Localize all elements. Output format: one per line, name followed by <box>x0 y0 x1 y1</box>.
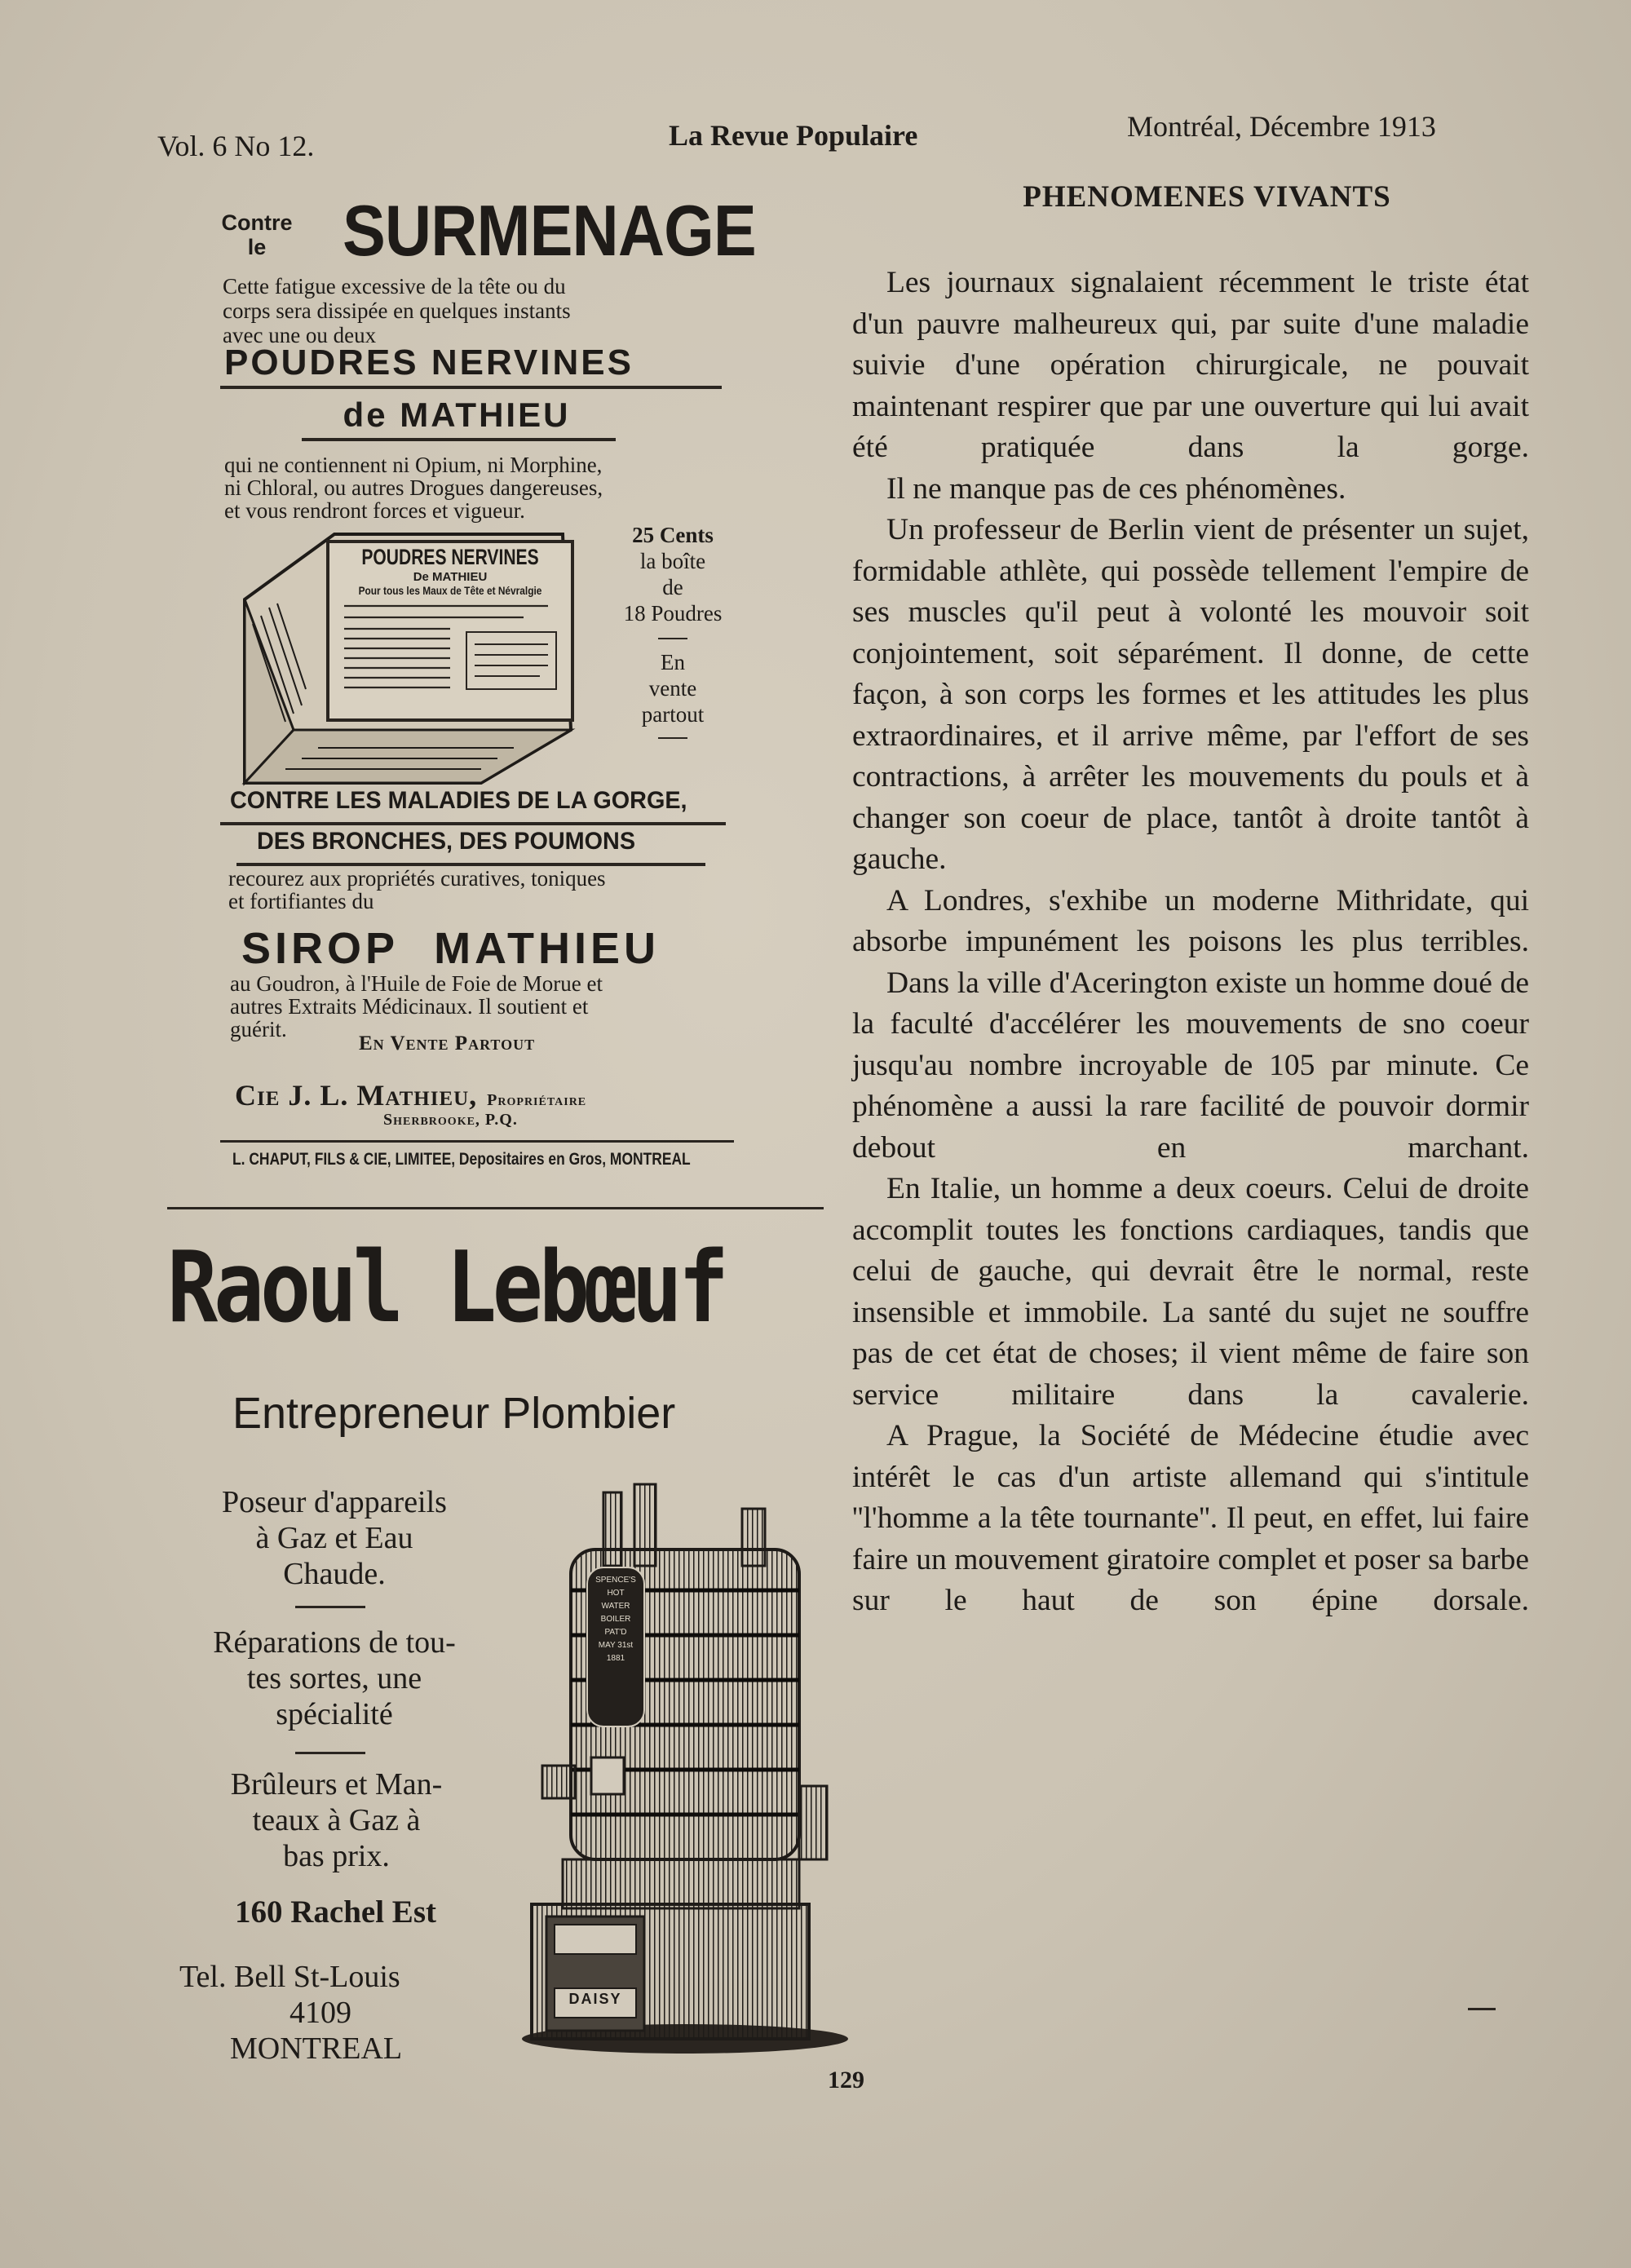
product-name: POUDRES NERVINES <box>224 343 634 382</box>
plate-line: WATER <box>601 1602 630 1611</box>
gorge-heading: CONTRE LES MALADIES DE LA GORGE, <box>230 787 687 814</box>
contre-word: Contre <box>221 210 293 235</box>
box-label-text <box>336 545 564 597</box>
article-body <box>852 263 1529 1622</box>
divider <box>302 438 616 441</box>
vente-line: vente <box>648 676 697 701</box>
article-paragraph: Dans la ville d'Acerington existe un homme doué de la faculté d'accélérer les mouvements de sno coeur jusqu'au nombre incroyable de 105 par minute. Ce phénomène a aussi la rare facilité de pouvoir dormir debout en marchant. <box>852 966 1529 1165</box>
surmenage-intro <box>223 274 745 347</box>
service-line: Poseur d'appareils <box>222 1485 447 1519</box>
bronches-heading: DES BRONCHES, DES POUMONS <box>257 828 636 855</box>
service-line: Chaude. <box>283 1557 386 1591</box>
service-gas-water <box>171 1484 497 1592</box>
plate-line: MAY 31st <box>598 1641 634 1650</box>
boiler-plate <box>589 1574 643 1665</box>
box-fine-print <box>336 599 564 710</box>
sirop-desc-line: autres Extraits Médicinaux. Il soutient et <box>230 994 589 1019</box>
service-line: à Gaz et Eau <box>255 1521 413 1555</box>
intro-line: Cette fatigue excessive de la tête ou du <box>223 274 566 298</box>
phone-line: Tel. Bell St-Louis <box>179 1960 400 1994</box>
article-paragraph: A Londres, s'exhibe un moderne Mithridate, qui absorbe impunément les poisons les plus terribles. <box>852 883 1529 958</box>
article-paragraph: Les journaux signalaient récemment le triste état d'un pauvre malheureux qui, par suite d'une maladie suivie d'une opération chirurgicale, ne pouvait maintenant respirer que par une ouverture qui lui avait été pratiquée dans la gorge. <box>852 266 1529 464</box>
sirop-name: SIROP MATHIEU <box>241 924 661 973</box>
section-divider <box>167 1207 824 1209</box>
price-info <box>616 522 730 739</box>
contre-le <box>220 210 294 259</box>
service-burners <box>171 1766 502 1874</box>
product-brand: de MATHIEU <box>343 396 571 434</box>
leboeuf-name: Raoul Lebœuf <box>167 1231 725 1345</box>
article-paragraph: En Italie, un homme a deux coeurs. Celui de droite accomplit toutes les fonctions cardiaques, tandis que celui de gauche, qui devrait être le normal, reste insensible et immobile. La santé du sujet ne souffre pas de cet état de choses; il vient même de faire son service militaire dans la cavalerie. <box>852 1172 1529 1412</box>
box-brand: De MATHIEU <box>413 570 488 584</box>
box-title: POUDRES NERVINES <box>361 545 539 569</box>
divider <box>220 386 722 389</box>
divider <box>295 1606 365 1608</box>
claim-line: et vous rendront forces et vigueur. <box>224 498 525 523</box>
depositaires-line: L. CHAPUT, FILS & CIE, LIMITEE, Depositaires en Gros, MONTREAL <box>232 1150 691 1169</box>
article-paragraph: Un professeur de Berlin vient de présenter un sujet, formidable athlète, qui possède tellement l'empire de ses muscles qu'il peut à volonté les mouvoir soit conjointement, soit séparément. Il donne, de cette façon, à son corps les formes et les attitudes les plus extraordinaires, et il arrive même, par l'effort de ses contractions, à arrêter les mouvements du pouls et à changer son coeur de place, tantôt à droite tantôt à gauche. <box>852 513 1529 876</box>
plate-line: HOT <box>607 1589 625 1598</box>
surmenage-headline: SURMENAGE <box>343 190 756 271</box>
company-line <box>235 1078 586 1112</box>
magazine-title: La Revue Populaire <box>669 119 918 152</box>
end-mark <box>1468 2008 1496 2010</box>
product-claims <box>224 453 738 522</box>
dateline: Montréal, Décembre 1913 <box>1127 110 1436 143</box>
price-count: 18 Poudres <box>623 601 723 626</box>
service-line: tes sortes, une <box>246 1661 422 1695</box>
box-subtitle: Pour tous les Maux de Tête et Névralgie <box>358 584 542 597</box>
article-title: PHENOMENES VIVANTS <box>1023 180 1391 214</box>
divider <box>220 1140 734 1143</box>
sirop-description <box>230 972 744 1041</box>
claim-line: ni Chloral, ou autres Drogues dangereuses, <box>224 475 603 500</box>
divider <box>295 1752 365 1754</box>
article-paragraph: A Prague, la Société de Médecine étudie avec intérêt le cas d'un artiste allemand qui s'intitule ''l'homme a la tête tournante''. Il peut, en effet, lui faire faire un mouvement giratoire complet et poser sa barbe sur le haut de son épine dorsale. <box>852 1419 1529 1617</box>
hot-water-boiler-illustration <box>522 1476 848 2055</box>
le-word: le <box>247 235 267 259</box>
company-name: Cie J. L. Mathieu, <box>235 1079 478 1112</box>
service-repairs <box>167 1625 502 1732</box>
service-line: Brûleurs et Man- <box>230 1767 443 1802</box>
sirop-desc-line: au Goudron, à l'Huile de Foie de Morue et <box>230 971 603 996</box>
service-line: bas prix. <box>283 1839 390 1873</box>
leboeuf-phone <box>179 1959 506 2067</box>
service-line: spécialité <box>276 1697 393 1731</box>
recourez-text <box>228 867 742 913</box>
leboeuf-address: 160 Rachel Est <box>235 1894 436 1930</box>
vente-line: partout <box>641 702 705 727</box>
intro-line: corps sera dissipée en quelques instants <box>223 298 571 323</box>
en-vente-partout: En Vente Partout <box>359 1032 536 1054</box>
price-unit: la boîte <box>639 549 706 573</box>
page-number: 129 <box>828 2067 864 2093</box>
divider <box>220 822 726 825</box>
plate-line: PAT'D <box>604 1628 627 1637</box>
plate-line: SPENCE'S <box>595 1576 636 1585</box>
price: 25 Cents <box>632 523 714 547</box>
phone-city: MONTREAL <box>230 2031 403 2066</box>
plate-line: BOILER <box>600 1615 631 1624</box>
recourez-line: et fortifiantes du <box>228 889 374 913</box>
leboeuf-trade: Entrepreneur Plombier <box>232 1389 676 1438</box>
plate-line: 1881 <box>606 1654 625 1663</box>
sirop-desc-line: guérit. <box>230 1017 287 1041</box>
service-line: Réparations de tou- <box>213 1625 456 1660</box>
intro-line: avec une ou deux <box>223 323 377 347</box>
article-paragraph: Il ne manque pas de ces phénomènes. <box>886 471 1346 506</box>
vente-line: En <box>661 650 685 674</box>
service-line: teaux à Gaz à <box>252 1803 421 1837</box>
boiler-brand: DAISY <box>568 1991 622 2007</box>
company-city: Sherbrooke, P.Q. <box>383 1111 518 1129</box>
phone-number: 4109 <box>290 1996 351 2030</box>
price-de: de <box>662 575 683 599</box>
claim-line: qui ne contiennent ni Opium, ni Morphine, <box>224 453 603 477</box>
recourez-line: recourez aux propriétés curatives, toniques <box>228 866 606 891</box>
volume-number: Vol. 6 No 12. <box>157 130 315 162</box>
proprietaire-label: Propriétaire <box>487 1091 587 1109</box>
